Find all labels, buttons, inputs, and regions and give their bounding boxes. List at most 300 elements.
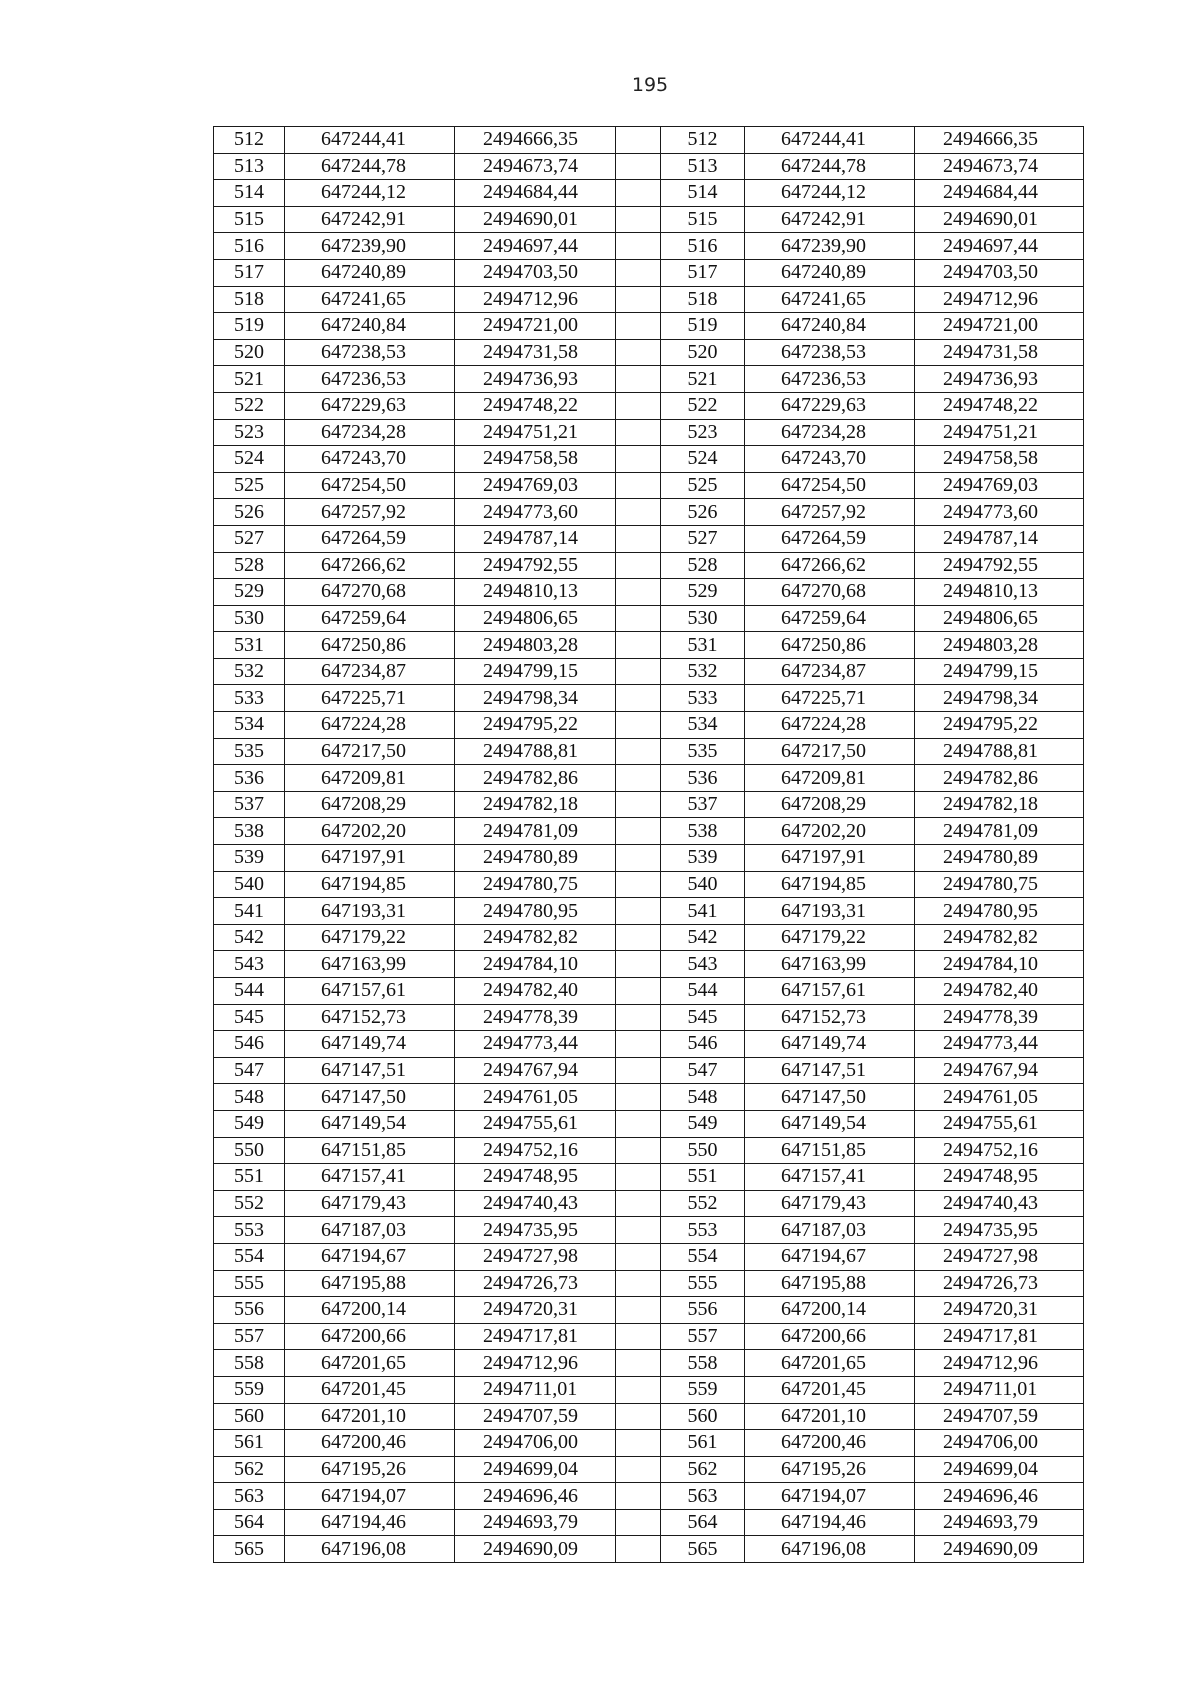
x-coordinate-right: 647194,07 xyxy=(745,1483,915,1510)
y-coordinate-right: 2494781,09 xyxy=(915,818,1084,845)
x-coordinate-left: 647244,41 xyxy=(285,127,455,154)
y-coordinate-right: 2494773,44 xyxy=(915,1031,1084,1058)
spacer-cell xyxy=(616,898,661,925)
point-number-left: 559 xyxy=(214,1376,285,1403)
table-row xyxy=(214,286,1084,313)
point-number-right: 540 xyxy=(661,871,745,898)
point-number-left: 515 xyxy=(214,206,285,233)
y-coordinate-right: 2494717,81 xyxy=(915,1323,1084,1350)
point-number-left: 536 xyxy=(214,765,285,792)
x-coordinate-left: 647196,08 xyxy=(285,1536,455,1563)
y-coordinate-right: 2494703,50 xyxy=(915,259,1084,286)
y-coordinate-right: 2494707,59 xyxy=(915,1403,1084,1430)
table-row xyxy=(214,1509,1084,1536)
x-coordinate-right: 647201,10 xyxy=(745,1403,915,1430)
point-number-right: 513 xyxy=(661,153,745,180)
spacer-cell xyxy=(616,552,661,579)
point-number-left: 562 xyxy=(214,1456,285,1483)
y-coordinate-right: 2494721,00 xyxy=(915,313,1084,340)
spacer-cell xyxy=(616,1164,661,1191)
spacer-cell xyxy=(616,1297,661,1324)
x-coordinate-left: 647179,22 xyxy=(285,924,455,951)
point-number-left: 541 xyxy=(214,898,285,925)
table-row xyxy=(214,259,1084,286)
spacer-cell xyxy=(616,525,661,552)
y-coordinate-right: 2494782,40 xyxy=(915,978,1084,1005)
x-coordinate-right: 647147,50 xyxy=(745,1084,915,1111)
point-number-left: 533 xyxy=(214,685,285,712)
y-coordinate-right: 2494773,60 xyxy=(915,499,1084,526)
y-coordinate-left: 2494731,58 xyxy=(455,339,616,366)
point-number-right: 517 xyxy=(661,259,745,286)
point-number-right: 527 xyxy=(661,525,745,552)
spacer-cell xyxy=(616,127,661,154)
spacer-cell xyxy=(616,499,661,526)
table-row xyxy=(214,472,1084,499)
x-coordinate-left: 647197,91 xyxy=(285,845,455,872)
spacer-cell xyxy=(616,180,661,207)
y-coordinate-left: 2494736,93 xyxy=(455,366,616,393)
x-coordinate-right: 647187,03 xyxy=(745,1217,915,1244)
y-coordinate-left: 2494751,21 xyxy=(455,419,616,446)
table-row xyxy=(214,1456,1084,1483)
y-coordinate-right: 2494736,93 xyxy=(915,366,1084,393)
x-coordinate-left: 647157,41 xyxy=(285,1164,455,1191)
point-number-right: 560 xyxy=(661,1403,745,1430)
table-row xyxy=(214,1483,1084,1510)
spacer-cell xyxy=(616,765,661,792)
y-coordinate-right: 2494787,14 xyxy=(915,525,1084,552)
y-coordinate-left: 2494748,95 xyxy=(455,1164,616,1191)
point-number-left: 542 xyxy=(214,924,285,951)
point-number-right: 539 xyxy=(661,845,745,872)
table-row xyxy=(214,366,1084,393)
point-number-right: 545 xyxy=(661,1004,745,1031)
point-number-left: 519 xyxy=(214,313,285,340)
point-number-left: 560 xyxy=(214,1403,285,1430)
table-row xyxy=(214,685,1084,712)
table-row xyxy=(214,392,1084,419)
spacer-cell xyxy=(616,1190,661,1217)
point-number-left: 521 xyxy=(214,366,285,393)
x-coordinate-left: 647187,03 xyxy=(285,1217,455,1244)
x-coordinate-right: 647194,46 xyxy=(745,1509,915,1536)
point-number-right: 556 xyxy=(661,1297,745,1324)
y-coordinate-left: 2494773,44 xyxy=(455,1031,616,1058)
y-coordinate-left: 2494706,00 xyxy=(455,1430,616,1457)
table-row xyxy=(214,951,1084,978)
x-coordinate-right: 647147,51 xyxy=(745,1057,915,1084)
point-number-left: 520 xyxy=(214,339,285,366)
spacer-cell xyxy=(616,1350,661,1377)
point-number-left: 514 xyxy=(214,180,285,207)
spacer-cell xyxy=(616,339,661,366)
point-number-left: 548 xyxy=(214,1084,285,1111)
y-coordinate-left: 2494810,13 xyxy=(455,579,616,606)
point-number-right: 562 xyxy=(661,1456,745,1483)
x-coordinate-right: 647250,86 xyxy=(745,632,915,659)
y-coordinate-right: 2494696,46 xyxy=(915,1483,1084,1510)
point-number-right: 531 xyxy=(661,632,745,659)
point-number-left: 558 xyxy=(214,1350,285,1377)
x-coordinate-left: 647200,66 xyxy=(285,1323,455,1350)
x-coordinate-left: 647244,12 xyxy=(285,180,455,207)
table-row xyxy=(214,712,1084,739)
spacer-cell xyxy=(616,1084,661,1111)
x-coordinate-left: 647149,74 xyxy=(285,1031,455,1058)
x-coordinate-right: 647229,63 xyxy=(745,392,915,419)
x-coordinate-left: 647157,61 xyxy=(285,978,455,1005)
y-coordinate-left: 2494707,59 xyxy=(455,1403,616,1430)
y-coordinate-left: 2494782,82 xyxy=(455,924,616,951)
point-number-right: 514 xyxy=(661,180,745,207)
table-row xyxy=(214,313,1084,340)
x-coordinate-left: 647266,62 xyxy=(285,552,455,579)
table-row xyxy=(214,818,1084,845)
point-number-right: 520 xyxy=(661,339,745,366)
x-coordinate-right: 647254,50 xyxy=(745,472,915,499)
x-coordinate-right: 647257,92 xyxy=(745,499,915,526)
spacer-cell xyxy=(616,712,661,739)
table-row xyxy=(214,419,1084,446)
point-number-right: 549 xyxy=(661,1110,745,1137)
table-row xyxy=(214,1031,1084,1058)
x-coordinate-right: 647241,65 xyxy=(745,286,915,313)
y-coordinate-right: 2494780,89 xyxy=(915,845,1084,872)
y-coordinate-right: 2494780,75 xyxy=(915,871,1084,898)
spacer-cell xyxy=(616,1004,661,1031)
x-coordinate-right: 647224,28 xyxy=(745,712,915,739)
point-number-right: 522 xyxy=(661,392,745,419)
point-number-left: 512 xyxy=(214,127,285,154)
point-number-right: 519 xyxy=(661,313,745,340)
table-row xyxy=(214,552,1084,579)
spacer-cell xyxy=(616,1456,661,1483)
x-coordinate-right: 647200,66 xyxy=(745,1323,915,1350)
x-coordinate-left: 647225,71 xyxy=(285,685,455,712)
x-coordinate-right: 647202,20 xyxy=(745,818,915,845)
x-coordinate-left: 647240,84 xyxy=(285,313,455,340)
y-coordinate-right: 2494798,34 xyxy=(915,685,1084,712)
x-coordinate-right: 647240,89 xyxy=(745,259,915,286)
y-coordinate-left: 2494780,95 xyxy=(455,898,616,925)
y-coordinate-left: 2494752,16 xyxy=(455,1137,616,1164)
spacer-cell xyxy=(616,1137,661,1164)
x-coordinate-right: 647196,08 xyxy=(745,1536,915,1563)
table-row xyxy=(214,1270,1084,1297)
spacer-cell xyxy=(616,818,661,845)
y-coordinate-left: 2494720,31 xyxy=(455,1297,616,1324)
y-coordinate-right: 2494699,04 xyxy=(915,1456,1084,1483)
x-coordinate-left: 647234,87 xyxy=(285,658,455,685)
point-number-left: 565 xyxy=(214,1536,285,1563)
x-coordinate-left: 647241,65 xyxy=(285,286,455,313)
point-number-left: 523 xyxy=(214,419,285,446)
x-coordinate-left: 647240,89 xyxy=(285,259,455,286)
x-coordinate-right: 647157,41 xyxy=(745,1164,915,1191)
spacer-cell xyxy=(616,1217,661,1244)
spacer-cell xyxy=(616,286,661,313)
y-coordinate-left: 2494781,09 xyxy=(455,818,616,845)
x-coordinate-left: 647250,86 xyxy=(285,632,455,659)
spacer-cell xyxy=(616,1270,661,1297)
table-row xyxy=(214,1057,1084,1084)
x-coordinate-right: 647243,70 xyxy=(745,446,915,473)
point-number-left: 546 xyxy=(214,1031,285,1058)
y-coordinate-left: 2494780,75 xyxy=(455,871,616,898)
x-coordinate-left: 647151,85 xyxy=(285,1137,455,1164)
table-row xyxy=(214,1323,1084,1350)
y-coordinate-left: 2494798,34 xyxy=(455,685,616,712)
point-number-right: 561 xyxy=(661,1430,745,1457)
x-coordinate-right: 647239,90 xyxy=(745,233,915,260)
table-row xyxy=(214,233,1084,260)
point-number-right: 552 xyxy=(661,1190,745,1217)
point-number-right: 536 xyxy=(661,765,745,792)
spacer-cell xyxy=(616,1483,661,1510)
y-coordinate-right: 2494799,15 xyxy=(915,658,1084,685)
y-coordinate-right: 2494788,81 xyxy=(915,738,1084,765)
point-number-right: 555 xyxy=(661,1270,745,1297)
point-number-right: 515 xyxy=(661,206,745,233)
x-coordinate-right: 647152,73 xyxy=(745,1004,915,1031)
x-coordinate-left: 647152,73 xyxy=(285,1004,455,1031)
y-coordinate-right: 2494711,01 xyxy=(915,1376,1084,1403)
point-number-left: 564 xyxy=(214,1509,285,1536)
x-coordinate-left: 647202,20 xyxy=(285,818,455,845)
y-coordinate-left: 2494727,98 xyxy=(455,1243,616,1270)
x-coordinate-left: 647201,10 xyxy=(285,1403,455,1430)
y-coordinate-left: 2494697,44 xyxy=(455,233,616,260)
y-coordinate-right: 2494740,43 xyxy=(915,1190,1084,1217)
point-number-right: 512 xyxy=(661,127,745,154)
x-coordinate-left: 647193,31 xyxy=(285,898,455,925)
point-number-left: 563 xyxy=(214,1483,285,1510)
point-number-right: 550 xyxy=(661,1137,745,1164)
spacer-cell xyxy=(616,1243,661,1270)
table-row xyxy=(214,978,1084,1005)
spacer-cell xyxy=(616,1110,661,1137)
point-number-left: 547 xyxy=(214,1057,285,1084)
x-coordinate-left: 647200,46 xyxy=(285,1430,455,1457)
table-row xyxy=(214,1297,1084,1324)
point-number-left: 513 xyxy=(214,153,285,180)
spacer-cell xyxy=(616,472,661,499)
y-coordinate-right: 2494784,10 xyxy=(915,951,1084,978)
spacer-cell xyxy=(616,978,661,1005)
spacer-cell xyxy=(616,579,661,606)
spacer-cell xyxy=(616,1403,661,1430)
point-number-left: 549 xyxy=(214,1110,285,1137)
point-number-right: 554 xyxy=(661,1243,745,1270)
y-coordinate-right: 2494769,03 xyxy=(915,472,1084,499)
point-number-right: 529 xyxy=(661,579,745,606)
point-number-left: 550 xyxy=(214,1137,285,1164)
point-number-right: 558 xyxy=(661,1350,745,1377)
y-coordinate-right: 2494706,00 xyxy=(915,1430,1084,1457)
x-coordinate-right: 647197,91 xyxy=(745,845,915,872)
point-number-left: 525 xyxy=(214,472,285,499)
point-number-left: 543 xyxy=(214,951,285,978)
y-coordinate-right: 2494806,65 xyxy=(915,605,1084,632)
x-coordinate-left: 647209,81 xyxy=(285,765,455,792)
y-coordinate-left: 2494712,96 xyxy=(455,1350,616,1377)
y-coordinate-right: 2494735,95 xyxy=(915,1217,1084,1244)
point-number-right: 544 xyxy=(661,978,745,1005)
y-coordinate-right: 2494720,31 xyxy=(915,1297,1084,1324)
y-coordinate-left: 2494782,40 xyxy=(455,978,616,1005)
x-coordinate-right: 647151,85 xyxy=(745,1137,915,1164)
y-coordinate-left: 2494721,00 xyxy=(455,313,616,340)
x-coordinate-left: 647257,92 xyxy=(285,499,455,526)
point-number-right: 526 xyxy=(661,499,745,526)
x-coordinate-left: 647195,88 xyxy=(285,1270,455,1297)
y-coordinate-left: 2494782,18 xyxy=(455,791,616,818)
table-row xyxy=(214,499,1084,526)
table-row xyxy=(214,1243,1084,1270)
spacer-cell xyxy=(616,871,661,898)
x-coordinate-right: 647236,53 xyxy=(745,366,915,393)
point-number-left: 529 xyxy=(214,579,285,606)
table-row xyxy=(214,525,1084,552)
y-coordinate-left: 2494673,74 xyxy=(455,153,616,180)
x-coordinate-left: 647147,51 xyxy=(285,1057,455,1084)
table-row xyxy=(214,765,1084,792)
x-coordinate-left: 647238,53 xyxy=(285,339,455,366)
point-number-right: 542 xyxy=(661,924,745,951)
x-coordinate-right: 647200,14 xyxy=(745,1297,915,1324)
x-coordinate-left: 647239,90 xyxy=(285,233,455,260)
table-row xyxy=(214,579,1084,606)
point-number-right: 541 xyxy=(661,898,745,925)
table-row xyxy=(214,1376,1084,1403)
y-coordinate-left: 2494799,15 xyxy=(455,658,616,685)
coordinates-table xyxy=(213,126,1084,1563)
y-coordinate-right: 2494792,55 xyxy=(915,552,1084,579)
y-coordinate-left: 2494740,43 xyxy=(455,1190,616,1217)
spacer-cell xyxy=(616,233,661,260)
y-coordinate-left: 2494693,79 xyxy=(455,1509,616,1536)
x-coordinate-left: 647179,43 xyxy=(285,1190,455,1217)
y-coordinate-left: 2494778,39 xyxy=(455,1004,616,1031)
page-number: 195 xyxy=(631,74,669,96)
point-number-right: 563 xyxy=(661,1483,745,1510)
x-coordinate-right: 647217,50 xyxy=(745,738,915,765)
table-row xyxy=(214,632,1084,659)
table-row xyxy=(214,1217,1084,1244)
x-coordinate-right: 647157,61 xyxy=(745,978,915,1005)
point-number-right: 525 xyxy=(661,472,745,499)
point-number-right: 553 xyxy=(661,1217,745,1244)
y-coordinate-left: 2494803,28 xyxy=(455,632,616,659)
y-coordinate-left: 2494666,35 xyxy=(455,127,616,154)
point-number-left: 532 xyxy=(214,658,285,685)
x-coordinate-right: 647244,78 xyxy=(745,153,915,180)
y-coordinate-right: 2494690,09 xyxy=(915,1536,1084,1563)
table-row xyxy=(214,1137,1084,1164)
spacer-cell xyxy=(616,446,661,473)
x-coordinate-left: 647270,68 xyxy=(285,579,455,606)
y-coordinate-left: 2494690,09 xyxy=(455,1536,616,1563)
y-coordinate-right: 2494684,44 xyxy=(915,180,1084,207)
y-coordinate-right: 2494782,86 xyxy=(915,765,1084,792)
y-coordinate-left: 2494769,03 xyxy=(455,472,616,499)
point-number-right: 518 xyxy=(661,286,745,313)
y-coordinate-left: 2494788,81 xyxy=(455,738,616,765)
x-coordinate-right: 647209,81 xyxy=(745,765,915,792)
point-number-right: 533 xyxy=(661,685,745,712)
table-row xyxy=(214,153,1084,180)
y-coordinate-left: 2494761,05 xyxy=(455,1084,616,1111)
x-coordinate-right: 647200,46 xyxy=(745,1430,915,1457)
x-coordinate-right: 647179,43 xyxy=(745,1190,915,1217)
table-row xyxy=(214,845,1084,872)
x-coordinate-right: 647149,54 xyxy=(745,1110,915,1137)
spacer-cell xyxy=(616,1376,661,1403)
point-number-right: 528 xyxy=(661,552,745,579)
y-coordinate-left: 2494735,95 xyxy=(455,1217,616,1244)
x-coordinate-right: 647194,85 xyxy=(745,871,915,898)
spacer-cell xyxy=(616,153,661,180)
point-number-left: 522 xyxy=(214,392,285,419)
x-coordinate-left: 647200,14 xyxy=(285,1297,455,1324)
point-number-left: 553 xyxy=(214,1217,285,1244)
point-number-right: 547 xyxy=(661,1057,745,1084)
table-row xyxy=(214,1004,1084,1031)
spacer-cell xyxy=(616,1057,661,1084)
table-row xyxy=(214,446,1084,473)
point-number-left: 540 xyxy=(214,871,285,898)
point-number-left: 530 xyxy=(214,605,285,632)
spacer-cell xyxy=(616,1509,661,1536)
x-coordinate-right: 647270,68 xyxy=(745,579,915,606)
spacer-cell xyxy=(616,419,661,446)
point-number-left: 534 xyxy=(214,712,285,739)
x-coordinate-right: 647163,99 xyxy=(745,951,915,978)
y-coordinate-right: 2494690,01 xyxy=(915,206,1084,233)
point-number-left: 554 xyxy=(214,1243,285,1270)
y-coordinate-right: 2494761,05 xyxy=(915,1084,1084,1111)
point-number-right: 548 xyxy=(661,1084,745,1111)
point-number-left: 517 xyxy=(214,259,285,286)
table-row xyxy=(214,1190,1084,1217)
x-coordinate-right: 647195,26 xyxy=(745,1456,915,1483)
y-coordinate-left: 2494773,60 xyxy=(455,499,616,526)
spacer-cell xyxy=(616,1430,661,1457)
table-row xyxy=(214,871,1084,898)
coordinates-table-body xyxy=(214,127,1084,1563)
point-number-right: 551 xyxy=(661,1164,745,1191)
x-coordinate-right: 647234,28 xyxy=(745,419,915,446)
point-number-left: 537 xyxy=(214,791,285,818)
x-coordinate-right: 647208,29 xyxy=(745,791,915,818)
x-coordinate-right: 647244,12 xyxy=(745,180,915,207)
y-coordinate-left: 2494755,61 xyxy=(455,1110,616,1137)
x-coordinate-left: 647195,26 xyxy=(285,1456,455,1483)
y-coordinate-right: 2494803,28 xyxy=(915,632,1084,659)
y-coordinate-right: 2494758,58 xyxy=(915,446,1084,473)
x-coordinate-right: 647264,59 xyxy=(745,525,915,552)
x-coordinate-left: 647194,46 xyxy=(285,1509,455,1536)
y-coordinate-right: 2494726,73 xyxy=(915,1270,1084,1297)
point-number-right: 565 xyxy=(661,1536,745,1563)
point-number-right: 516 xyxy=(661,233,745,260)
x-coordinate-left: 647243,70 xyxy=(285,446,455,473)
spacer-cell xyxy=(616,845,661,872)
point-number-left: 556 xyxy=(214,1297,285,1324)
y-coordinate-left: 2494696,46 xyxy=(455,1483,616,1510)
y-coordinate-right: 2494712,96 xyxy=(915,1350,1084,1377)
